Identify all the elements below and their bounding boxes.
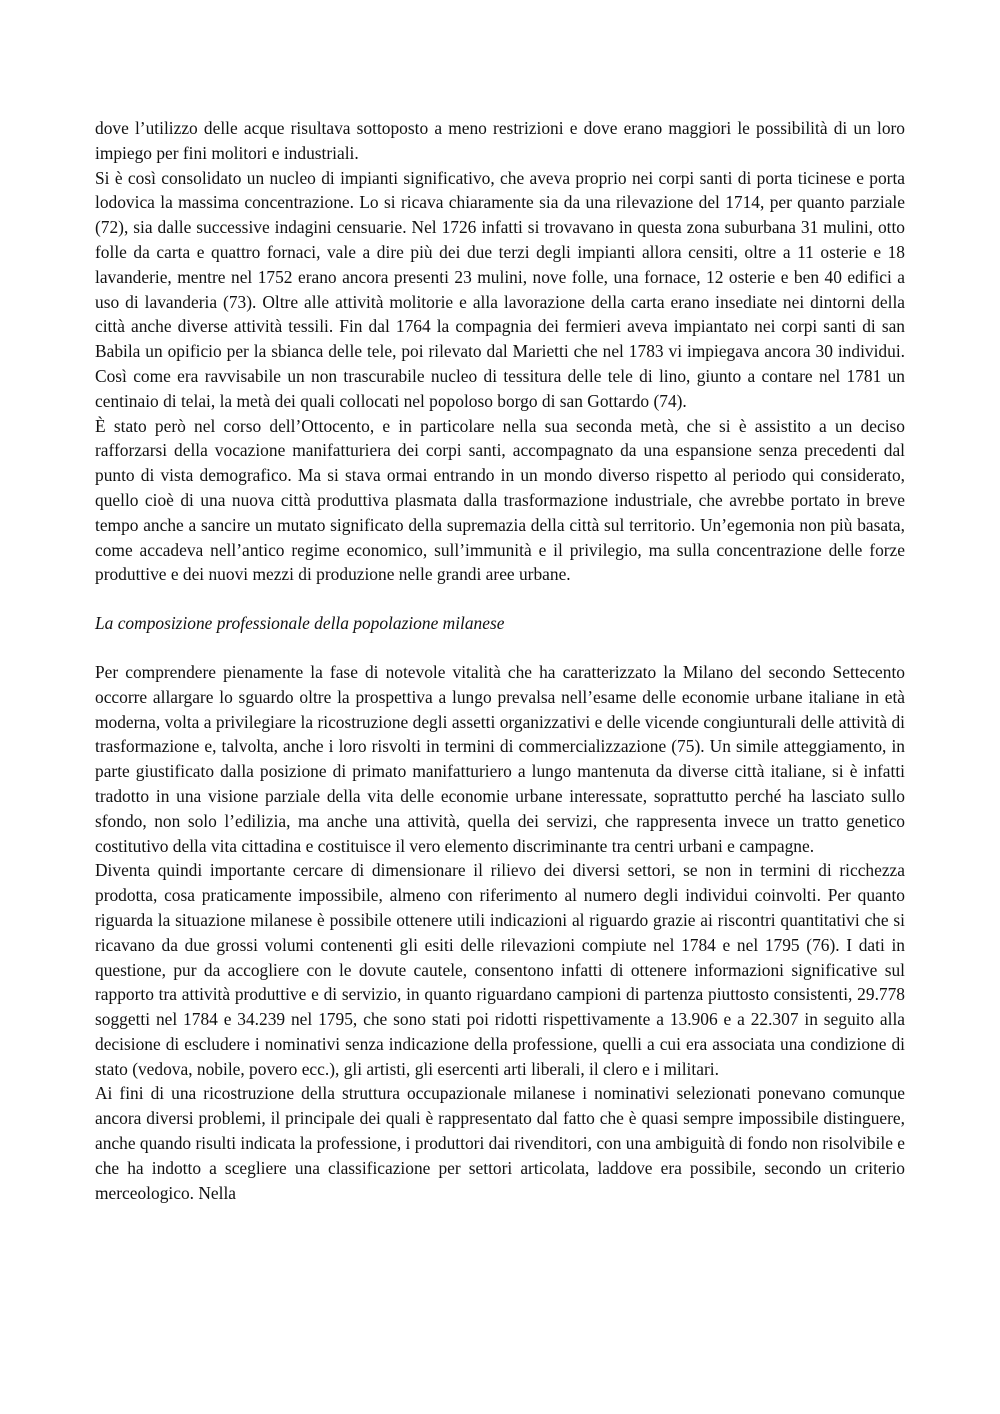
paragraph-occupational-structure: Ai fini di una ricostruzione della struttura occupazionale milanese i nominativi selezionati ponevano comunque ancora diversi problemi, il principale dei quali è rappresentato dal fatto che è quasi sempre impossibile distinguere, anche quando risulti indicata la professione, i produttori dai rivenditori, con una ambiguità di fondo non risolvibile e che ha indotto a scegliere una classificazione per settori articolata, laddove era possibile, secondo un criterio merceologico. Nella <box>95 1083 905 1203</box>
paragraph-mills-nucleus: Si è così consolidato un nucleo di impianti significativo, che aveva proprio nei corpi santi di porta ticinese e porta lodovica la massima concentrazione. Lo si ricava chiaramente sia da una rilevazione del 1714, per quanto parziale (72), sia dalle successive indagini censuarie. Nel 1726 infatti si trovavano in questa zona suburbana 31 mulini, otto folle da carta e quattro fornaci, vale a dire più dei due terzi degli impianti allora censiti, oltre a 11 osterie e 18 lavanderie, mentre nel 1752 erano ancora presenti 23 mulini, nove folle, una fornace, 12 osterie e ben 40 edifici a uso di lavanderia (73). Oltre alle attività molitorie e alla lavorazione della carta erano insediate nei dintorni della città anche diverse attività tessili. Fin dal 1764 la compagnia dei fermieri aveva impiantato nei corpi santi di san Babila un opificio per la sbianca delle tele, poi rilevato dal Marietti che nel 1783 vi impiegava ancora 30 individui. Così come era ravvisabile un non trascurabile nucleo di tessitura delle tele di lino, giunto a contare nel 1781 un centinaio di telai, la metà dei quali collocati nel popoloso borgo di san Gottardo (74). <box>95 167 905 411</box>
paragraph-water-use: dove l’utilizzo delle acque risultava sottoposto a meno restrizioni e dove erano maggiori le possibilità di un loro impiego per fini molitori e industriali. <box>95 118 905 163</box>
paragraph-nineteenth-century: È stato però nel corso dell’Ottocento, e in particolare nella sua seconda metà, che si è assistito a un deciso rafforzarsi della vocazione manifatturiera dei corpi santi, accompagnato da una espansione senza precedenti dal punto di vista demografico. Ma si stava ormai entrando in un mondo diverso rispetto al periodo qui considerato, quello cioè di una nuova città produttiva plasmata dalla trasformazione industriale, che avrebbe portato in breve tempo anche a sancire un mutato significato della supremazia della città sul territorio. Un’egemonia non più basata, come accadeva nell’antico regime economico, sull’immunità e il privilegio, ma sulla concentrazione delle forze produttive e dei nuovi mezzi di produzione nelle grandi aree urbane. <box>95 415 905 585</box>
document-page <box>95 116 905 1205</box>
paragraph-urban-economies: Per comprendere pienamente la fase di notevole vitalità che ha caratterizzato la Milano del secondo Settecento occorre allargare lo sguardo oltre la prospettiva a lungo prevalsa nell’esame delle economie urbane italiane in età moderna, volta a privilegiare la ricostruzione degli assetti organizzativi e delle vicende congiunturali delle attività di trasformazione e, talvolta, anche i loro risvolti in termini di commercializzazione (75). Un simile atteggiamento, in parte giustificato dalla posizione di primato manifatturiero a lungo mantenuta da diverse città italiane, si è infatti tradotto in una visione parziale della vita delle economie urbane interessate, soprattutto perché ha lasciato sullo sfondo, non solo l’edilizia, ma anche una attività, quella dei servizi, che rappresenta invece un tratto genetico costitutivo della vita cittadina e costituisce il vero elemento discriminante tra centri urbani e campagne. <box>95 661 905 856</box>
paragraph-sector-sizing: Diventa quindi importante cercare di dimensionare il rilievo dei diversi settori, se non in termini di ricchezza prodotta, cosa praticamente impossibile, almeno con riferimento al numero degli individui coinvolti. Per quanto riguarda la situazione milanese è possibile ottenere utili indicazioni al riguardo grazie ai riscontri quantitativi che si ricavano da due grossi volumi contenenti gli esiti delle rilevazioni compiute nel 1784 e nel 1795 (76). I dati in questione, pur da accogliere con le dovute cautele, consentono infatti di ottenere informazioni significative sul rapporto tra attività produttive e di servizio, in quanto riguardano campioni di partenza piuttosto consistenti, 29.778 soggetti nel 1784 e 34.239 nel 1795, che sono stati poi ridotti rispettivamente a 13.906 e a 22.307 in seguito alla decisione di escludere i nominativi senza indicazione della professione, quelli a cui era associata una condizione di stato (vedova, nobile, povero ecc.), gli artisti, gli esercenti arti liberali, il clero e i militari. <box>95 860 905 1079</box>
section-heading: La composizione professionale della popolazione milanese <box>95 613 505 634</box>
